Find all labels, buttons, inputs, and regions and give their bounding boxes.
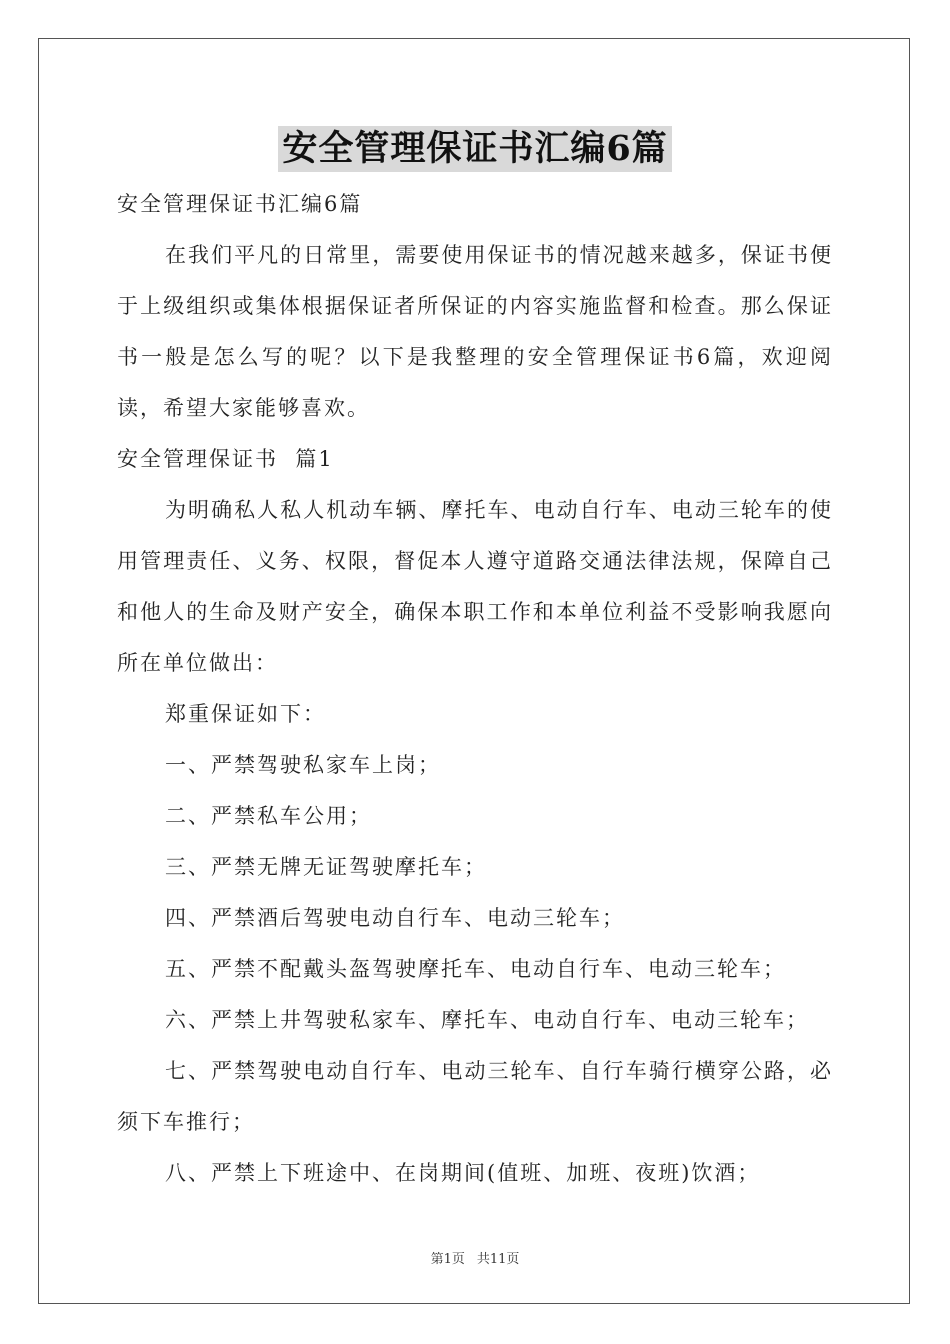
title-container [0, 126, 950, 172]
document-subtitle: 安全管理保证书汇编6篇 [117, 192, 363, 216]
page-footer [0, 1248, 950, 1267]
pledge-item-7: 七、严禁驾驶电动自行车、电动三轮车、自行车骑行横穿公路，必须下车推行； [117, 1059, 833, 1134]
pledge-item-2: 二、严禁私车公用； [165, 804, 372, 828]
pledge-item-6: 六、严禁上井驾驶私家车、摩托车、电动自行车、电动三轮车； [165, 1008, 809, 1032]
pledge-item-3: 三、严禁无牌无证驾驶摩托车； [165, 855, 487, 879]
section-heading: 安全管理保证书 篇1 [117, 447, 334, 471]
pledge-intro: 郑重保证如下： [165, 702, 326, 726]
pledge-item-1: 一、严禁驾驶私家车上岗； [165, 753, 441, 777]
pledge-item-5: 五、严禁不配戴头盔驾驶摩托车、电动自行车、电动三轮车； [165, 957, 786, 981]
pledge-item-4: 四、严禁酒后驾驶电动自行车、电动三轮车； [165, 906, 625, 930]
document-title: 安全管理保证书汇编6篇 [278, 126, 671, 172]
page-total: 共11页 [476, 1252, 520, 1267]
document-body [117, 179, 833, 1199]
intro-paragraph: 在我们平凡的日常里，需要使用保证书的情况越来越多，保证书便于上级组织或集体根据保证者所保证的内容实施监督和检查。那么保证书一般是怎么写的呢？以下是我整理的安全管理保证书6篇，欢迎阅读，希望大家能够喜欢。 [117, 243, 833, 420]
pledge-item-8: 八、严禁上下班途中、在岗期间(值班、加班、夜班)饮酒； [165, 1161, 761, 1185]
body-paragraph: 为明确私人私人机动车辆、摩托车、电动自行车、电动三轮车的使用管理责任、义务、权限，督促本人遵守道路交通法律法规，保障自己和他人的生命及财产安全，确保本职工作和本单位利益不受影响我愿向所在单位做出： [117, 498, 833, 675]
page-number: 第1页 [430, 1252, 465, 1267]
